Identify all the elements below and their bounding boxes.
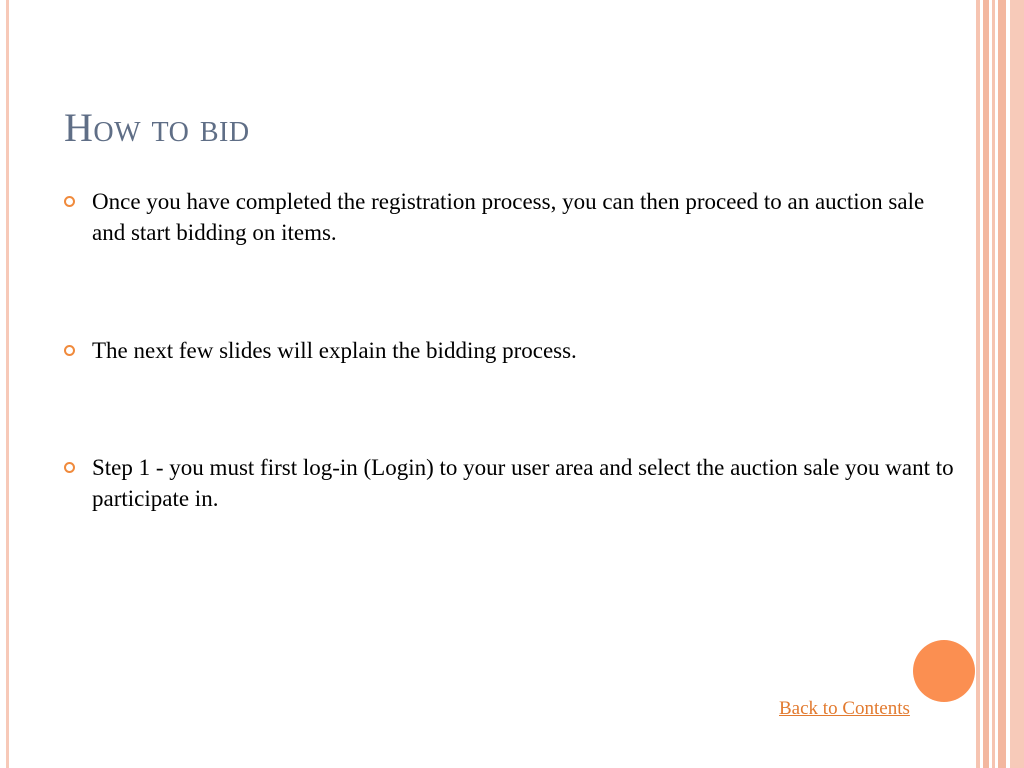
right-stripe-decoration: [998, 0, 1006, 768]
right-stripe-decoration: [1010, 0, 1024, 768]
back-to-contents-link[interactable]: Back to Contents: [779, 698, 910, 719]
right-stripe-decoration: [976, 0, 980, 768]
bullet-text: The next few slides will explain the bidding process.: [92, 338, 577, 363]
slide-title: How to bid: [64, 105, 250, 150]
list-item: [64, 335, 954, 366]
bullet-icon: [64, 345, 75, 356]
orange-circle-decoration: [913, 640, 975, 702]
bullet-icon: [64, 196, 75, 207]
right-stripe-decoration: [992, 0, 995, 768]
list-item: [64, 186, 954, 248]
bullet-icon: [64, 462, 75, 473]
bullet-text: Step 1 - you must first log-in (Login) to your user area and select the auction sale you want to participate in.: [92, 455, 954, 511]
right-stripe-decoration: [983, 0, 989, 768]
list-item: [64, 452, 954, 514]
bullet-text: Once you have completed the registration process, you can then proceed to an auction sale and start bidding on items.: [92, 189, 925, 245]
left-border-decoration: [6, 0, 9, 768]
